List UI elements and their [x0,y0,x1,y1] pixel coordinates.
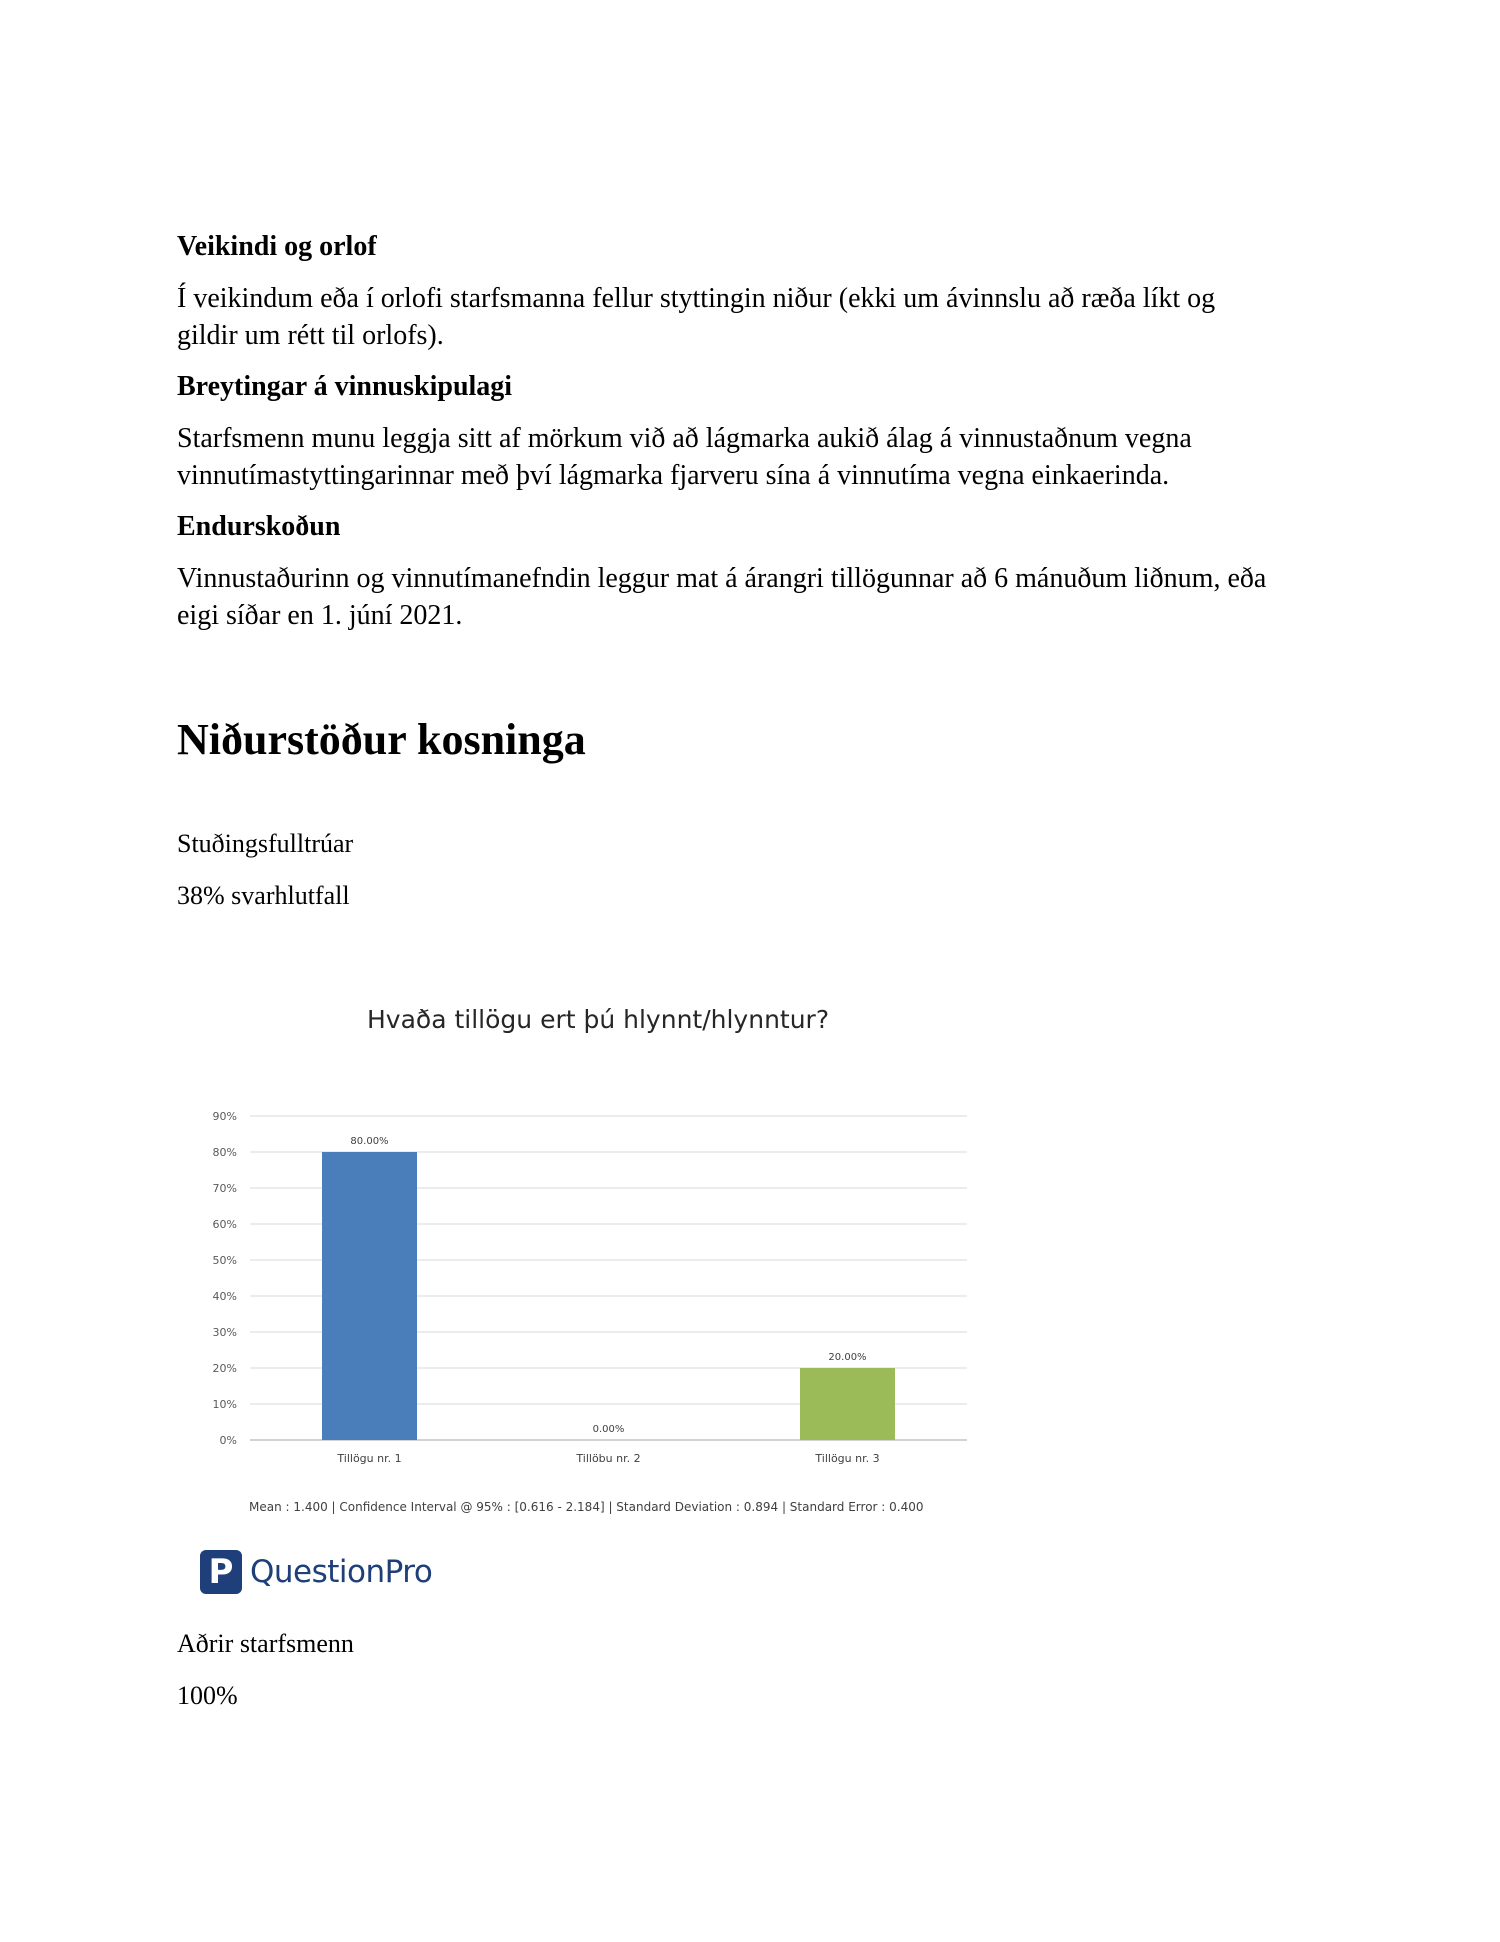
y-tick-label: 90% [212,1110,237,1123]
document-body [177,230,1337,932]
y-tick-label: 50% [212,1254,237,1267]
y-tick-label: 60% [212,1218,237,1231]
bar [322,1152,417,1440]
group1-label: Stuðingsfulltrúar [177,829,354,858]
group1-response-rate: 38% svarhlutfall [177,881,350,910]
paragraph-line: gildir um rétt til orlofs). [177,320,444,351]
section-paragraph [177,420,1337,494]
section-heading: Veikindi og orlof [177,231,377,262]
chart-title: Hvaða tillögu ert þú hlynnt/hlynntur? [367,1005,830,1034]
results-heading: Niðurstöður kosninga [177,715,586,764]
questionpro-logo-icon: P [200,1550,242,1594]
paragraph-line: vinnutímastyttingarinnar með því lágmarka fjarveru sína á vinnutíma vegna einkaerinda. [177,460,1170,491]
data-label: 20.00% [828,1352,867,1363]
group2-label: Aðrir starfsmenn [177,1629,354,1658]
section-work-organization [177,370,1337,494]
y-tick-label: 30% [212,1326,237,1339]
y-tick-label: 80% [212,1146,237,1159]
y-tick-label: 20% [212,1362,237,1375]
section-heading: Breytingar á vinnuskipulagi [177,371,513,402]
x-tick-label: Tillögu nr. 3 [815,1452,880,1465]
x-tick-label: Tillögu nr. 1 [337,1452,402,1465]
paragraph-line: Vinnustaðurinn og vinnutímanefndin leggur mat á árangri tillögunnar að 6 mánuðum liðnum, eða [177,563,1267,594]
questionpro-logo-text: QuestionPro [250,1554,433,1590]
y-tick-label: 70% [212,1182,237,1195]
section-review [177,510,1337,634]
chart-statistics: Mean : 1.400 | Confidence Interval @ 95% : [0.616 - 2.184] | Standard Deviation : 0.894 | Standard Error : 0.400 [249,1500,924,1514]
section-sick-leave [177,230,1337,354]
y-tick-label: 10% [212,1398,237,1411]
section-paragraph [177,280,1337,354]
paragraph-line: Starfsmenn munu leggja sitt af mörkum við að lágmarka aukið álag á vinnustaðnum vegna [177,423,1192,454]
questionpro-logo [200,1547,432,1597]
paragraph-line: eigi síðar en 1. júní 2021. [177,600,463,631]
data-label: 0.00% [592,1424,625,1435]
y-tick-label: 40% [212,1290,237,1303]
section-heading: Endurskoðun [177,511,341,542]
paragraph-line: Í veikindum eða í orlofi starfsmanna fellur styttingin niður (ekki um ávinnslu að ræða líkt og [177,283,1216,314]
group2 [177,1628,354,1732]
y-tick-label: 0% [219,1434,237,1447]
data-label: 80.00% [350,1136,389,1147]
chart-canvas [177,990,997,1490]
x-tick-label: Tillöbu nr. 2 [576,1452,641,1465]
section-paragraph [177,560,1337,634]
group2-value: 100% [177,1681,238,1710]
bar [800,1368,895,1440]
survey-chart [177,990,997,1520]
